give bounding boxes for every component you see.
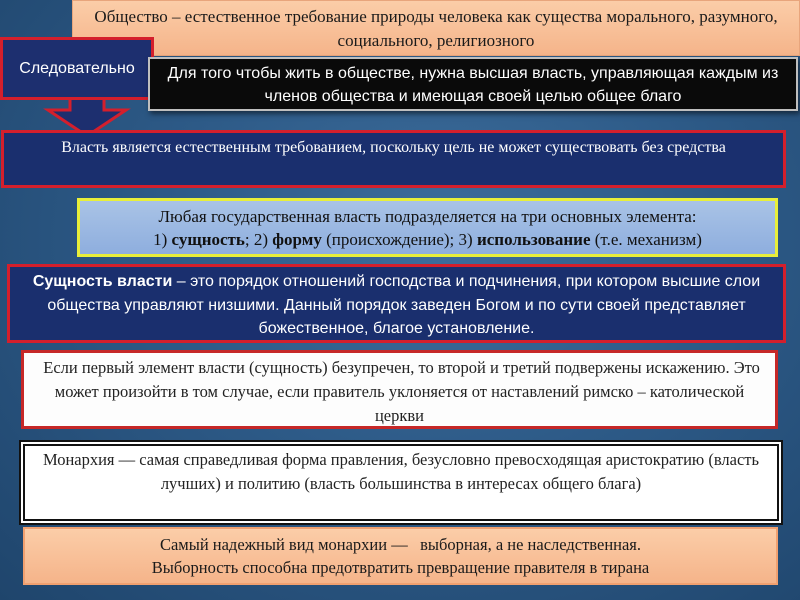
- conclusion-label: Следовательно: [19, 59, 135, 77]
- essence-definition: – это порядок отношений господства и подчинения, при котором высшие слои общества управляют низшими. Данный порядок заведен Богом и по сути своей представляет божественное, благое установление.: [47, 273, 761, 337]
- element-form: форму: [272, 230, 322, 249]
- element-essence: сущность: [171, 230, 245, 249]
- three-elements-heading: Любая государственная власть подразделяется на три основных элемента:: [158, 207, 697, 226]
- elective-monarchy-box: [23, 527, 778, 585]
- three-elements-list: 1) сущность; 2) форму (происхождение); 3) использование (т.е. механизм): [153, 230, 702, 249]
- monarchy-text: Монархия — самая справедливая форма правления, безусловно превосходящая аристократию (власть лучших) и политию (власть большинства в интересах общего блага): [42, 450, 760, 493]
- elective-line-2: Выборность способна предотвратить превращение правителя в тирана: [151, 558, 650, 577]
- supreme-authority-box: [148, 57, 798, 111]
- monarchy-box: [23, 444, 779, 521]
- essence-term: Сущность власти: [32, 273, 173, 290]
- essence-of-power-box: [7, 264, 786, 343]
- society-definition-box: [72, 0, 800, 56]
- power-natural-text: Власть является естественным требованием, поскольку цель не может существовать без средства: [61, 139, 726, 156]
- society-definition-text: Общество – естественное требование природы человека как существа морального, разумного, социального, религиозного: [94, 7, 778, 50]
- elective-line-1: Самый надежный вид монархии — выборная, а не наследственная.: [159, 535, 642, 554]
- distortion-text: Если первый элемент власти (сущность) безупречен, то второй и третий подвержены искажению. Это может произойти в том случае, если правитель уклоняется от наставлений римско – католической церкви: [39, 358, 764, 425]
- three-elements-box: [77, 198, 778, 257]
- supreme-authority-text: Для того чтобы жить в обществе, нужна высшая власть, управляющая каждым из членов общества и имеющая своей целью общее благо: [167, 65, 779, 105]
- element-use: использование: [476, 230, 591, 249]
- power-natural-box: [1, 130, 786, 188]
- distortion-box: [21, 350, 778, 429]
- conclusion-label-box: [0, 37, 154, 100]
